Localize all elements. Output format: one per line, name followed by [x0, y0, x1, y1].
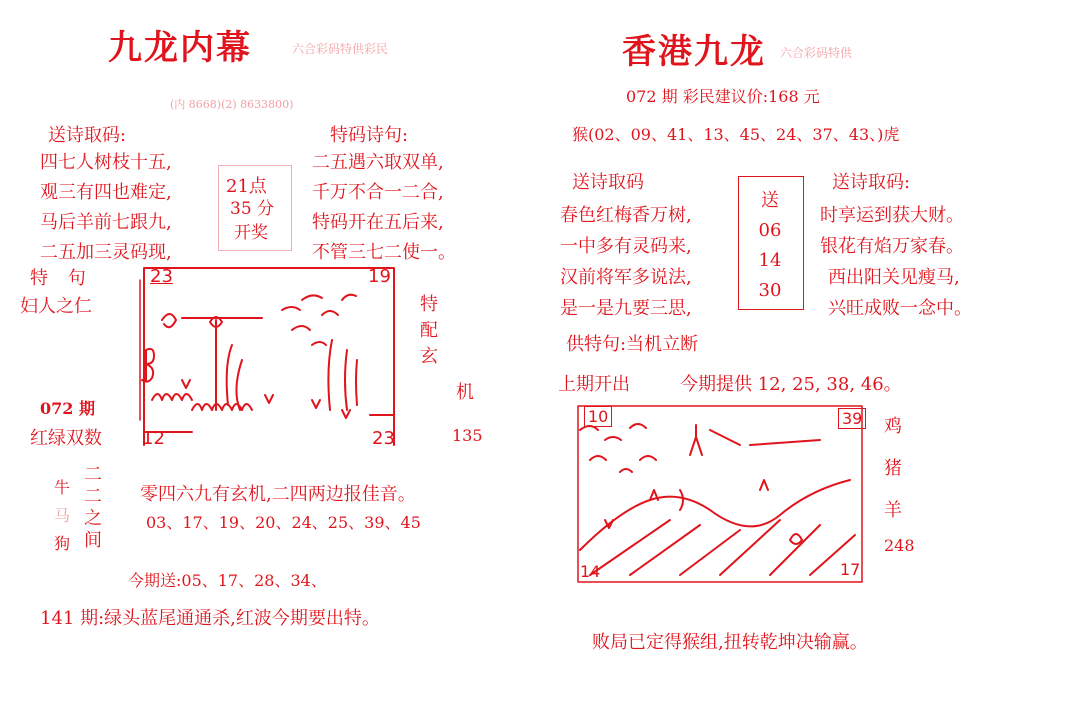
left-picture-corner-br: 23 [372, 428, 395, 449]
poem-line: 二五遇六取双单, [312, 152, 444, 173]
left-footer: 141 期:绿头蓝尾通通杀,红波今期要出特。 [40, 608, 380, 629]
tip-numbers: 03、17、19、20、24、25、39、45 [146, 513, 421, 532]
left-poem-header-left: 送诗取码: [48, 125, 127, 146]
zodiac-item: 鸡 [884, 416, 902, 437]
special-label: 特 句 [30, 268, 86, 289]
send-label: 送 [761, 190, 779, 211]
poem-line: 时享运到获大财。 [820, 205, 964, 226]
right-picture-corner-bl: 14 [580, 562, 601, 581]
zodiac-item: 牛 [54, 478, 71, 497]
zodiac-item: 狗 [54, 534, 71, 553]
tip-line: 零四六九有玄机,二四两边报佳音。 [140, 484, 416, 505]
poem-line: 千万不合一二合, [312, 182, 444, 203]
poem-line: 马后羊前七跟九, [40, 212, 172, 233]
left-issue: 072 期 [40, 399, 95, 418]
between-char: 间 [84, 530, 102, 551]
zodiac-item: 猪 [884, 458, 902, 479]
color-tip: 红绿双数 [30, 428, 102, 449]
zodiac-left [54, 474, 70, 558]
right-picture-drawing [570, 400, 870, 590]
right-poem-right [820, 200, 972, 324]
poem-line: 四七人树枝十五, [40, 152, 172, 173]
right-side-zodiac [884, 406, 902, 532]
send-number: 14 [758, 250, 782, 271]
draw-time-label: 开奖 [234, 223, 268, 243]
right-poem-header-left: 送诗取码 [572, 172, 644, 193]
left-side-char: 机 [456, 382, 474, 403]
zodiac-item: 羊 [884, 500, 902, 521]
send-number: 06 [758, 220, 782, 241]
draw-time-hour: 21点 [226, 176, 267, 197]
poem-line: 特码开在五后来, [312, 212, 444, 233]
left-contact-note: (内 8668)(2) 8633800) [170, 98, 294, 111]
last-issue: 上期开出 [558, 374, 630, 395]
right-poem-left [560, 200, 692, 324]
poem-line: 银花有焰万家春。 [820, 236, 964, 257]
left-picture-corner-bl: 12 [142, 428, 165, 449]
poem-line: 是一是九要三思, [560, 298, 692, 319]
side-char: 玄 [420, 346, 438, 367]
poem-line: 观三有四也难定, [40, 182, 172, 203]
between-char: 二 [84, 486, 102, 507]
poem-line: 汉前将军多说法, [560, 267, 692, 288]
right-special-line: 供特句:当机立断 [566, 334, 699, 355]
left-title-note: 六合彩码特供彩民 [292, 42, 389, 56]
poem-line: 春色红梅香万树, [560, 205, 692, 226]
poem-line: 二五加三灵码现, [40, 242, 172, 263]
draw-time-minute: 35 分 [230, 199, 275, 219]
left-title: 九龙内幕 [108, 28, 252, 68]
send-box-content [738, 186, 802, 306]
special-phrase: 妇人之仁 [20, 296, 92, 317]
send-number: 30 [758, 280, 782, 301]
right-side-number: 248 [884, 536, 915, 555]
right-issue-line: 072 期 彩民建议价:168 元 [626, 87, 820, 106]
between-char: 之 [84, 508, 102, 529]
zodiac-item: 马 [54, 506, 71, 525]
side-char: 特 [420, 294, 438, 315]
left-picture-corner-tl: 23 [150, 266, 173, 287]
right-poem-header-right: 送诗取码: [832, 172, 911, 193]
today-send: 今期送:05、17、28、34、 [128, 571, 327, 590]
poem-line: 不管三七二使一。 [312, 242, 456, 263]
left-side-number: 135 [452, 426, 483, 445]
right-footer: 败局已定得猴组,扭转乾坤决输赢。 [592, 632, 868, 653]
zodiac-between [84, 464, 102, 552]
right-picture-corner-br: 17 [840, 560, 861, 579]
left-poem-right [312, 148, 456, 268]
side-char: 配 [420, 320, 438, 341]
sketch-figure [162, 314, 176, 327]
left-picture-corner-tr: 19 [368, 266, 391, 287]
poem-line: 一中多有灵码来, [560, 236, 692, 257]
left-side-text [420, 292, 438, 370]
right-picture-corner-tr: 39 [838, 408, 866, 429]
left-poem-left [40, 148, 172, 268]
monkey-line: 猴(02、09、41、13、45、24、37、43、)虎 [572, 125, 900, 144]
right-title: 香港九龙 [622, 32, 766, 72]
left-picture-drawing [132, 260, 402, 450]
this-issue: 今期提供 12, 25, 38, 46。 [680, 374, 902, 395]
between-char: 二 [84, 464, 102, 485]
right-picture-corner-tl: 10 [584, 406, 612, 427]
right-title-note: 六合彩码特供 [780, 46, 853, 60]
left-poem-header-right: 特码诗句: [330, 125, 409, 146]
poem-line: 西出阳关见瘦马, [828, 267, 960, 288]
poem-line: 兴旺成败一念中。 [828, 298, 972, 319]
